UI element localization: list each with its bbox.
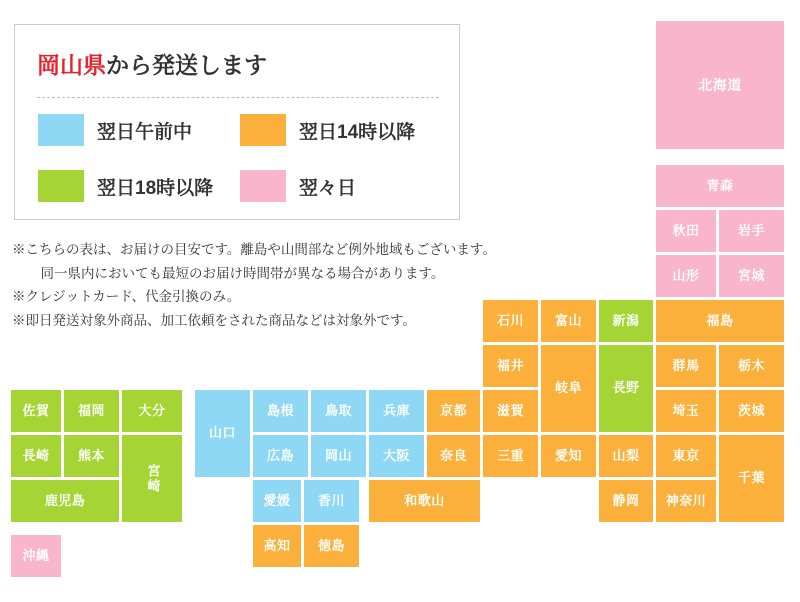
prefecture-cell: 奈良 bbox=[426, 434, 481, 478]
prefecture-cell: 大阪 bbox=[368, 434, 425, 478]
prefecture-cell: 徳島 bbox=[303, 524, 360, 568]
prefecture-cell: 山梨 bbox=[598, 434, 654, 478]
prefecture-cell: 岡山 bbox=[310, 434, 367, 478]
note-line: 同一県内においても最短のお届け時間帯が異なる場合があります。 bbox=[27, 265, 445, 281]
legend-item-two-days bbox=[239, 169, 441, 203]
legend-item-next-day-morning bbox=[37, 113, 239, 147]
legend-row bbox=[37, 169, 441, 203]
legend-row bbox=[37, 113, 441, 147]
prefecture-cell: 佐賀 bbox=[10, 389, 62, 433]
prefecture-cell: 石川 bbox=[482, 299, 539, 343]
prefecture-cell: 静岡 bbox=[598, 479, 654, 523]
legend-swatch bbox=[37, 169, 85, 203]
prefecture-cell: 兵庫 bbox=[368, 389, 425, 433]
prefecture-cell: 秋田 bbox=[655, 209, 717, 253]
legend-item-label: 翌日18時以降 bbox=[97, 177, 214, 199]
prefecture-cell: 香川 bbox=[303, 479, 360, 523]
prefecture-cell: 広島 bbox=[252, 434, 309, 478]
legend-swatch bbox=[239, 169, 287, 203]
prefecture-cell: 鳥取 bbox=[310, 389, 367, 433]
notes-block bbox=[12, 238, 496, 333]
legend-items bbox=[37, 113, 441, 225]
prefecture-cell: 山口 bbox=[194, 389, 251, 478]
prefecture-cell: 熊本 bbox=[63, 434, 120, 478]
prefecture-cell: 岩手 bbox=[718, 209, 785, 253]
legend-item-label: 翌日14時以降 bbox=[299, 121, 416, 143]
prefecture-cell: 富山 bbox=[540, 299, 597, 343]
prefecture-cell: 福井 bbox=[482, 344, 539, 388]
legend-box bbox=[14, 24, 460, 220]
prefecture-cell: 長野 bbox=[598, 344, 654, 433]
note-line: ※即日発送対象外商品、加工依頼をされた商品などは対象外です。 bbox=[12, 312, 416, 328]
prefecture-cell: 京都 bbox=[426, 389, 481, 433]
prefecture-cell: 和歌山 bbox=[368, 479, 481, 523]
prefecture-cell: 群馬 bbox=[655, 344, 717, 388]
prefecture-cell: 宮崎 bbox=[121, 434, 183, 523]
prefecture-cell: 滋賀 bbox=[482, 389, 539, 433]
note-line: ※こちらの表は、お届けの目安です。離島や山間部など例外地域もございます。 bbox=[12, 242, 496, 257]
prefecture-cell: 愛知 bbox=[540, 434, 597, 478]
prefecture-cell: 茨城 bbox=[718, 389, 785, 433]
prefecture-cell: 千葉 bbox=[718, 434, 785, 523]
legend-swatch bbox=[37, 113, 85, 147]
prefecture-cell: 岐阜 bbox=[540, 344, 597, 433]
legend-divider bbox=[37, 97, 439, 98]
prefecture-cell: 北海道 bbox=[655, 20, 785, 150]
prefecture-cell: 栃木 bbox=[718, 344, 785, 388]
prefecture-cell: 三重 bbox=[482, 434, 539, 478]
prefecture-cell: 東京 bbox=[655, 434, 717, 478]
legend-title-prefecture: 岡山県 bbox=[37, 52, 106, 78]
prefecture-cell: 福岡 bbox=[63, 389, 120, 433]
legend-item-next-day-14 bbox=[239, 113, 441, 147]
prefecture-cell: 埼玉 bbox=[655, 389, 717, 433]
prefecture-cell: 高知 bbox=[252, 524, 302, 568]
legend-title-rest: から発送します bbox=[106, 52, 267, 78]
legend-title bbox=[37, 47, 267, 80]
prefecture-cell: 神奈川 bbox=[655, 479, 717, 523]
legend-item-next-day-18 bbox=[37, 169, 239, 203]
prefecture-cell: 山形 bbox=[655, 254, 717, 298]
prefecture-cell: 愛媛 bbox=[252, 479, 302, 523]
prefecture-cell: 沖縄 bbox=[10, 534, 62, 578]
prefecture-cell: 宮城 bbox=[718, 254, 785, 298]
prefecture-cell: 大分 bbox=[121, 389, 183, 433]
legend-swatch bbox=[239, 113, 287, 147]
prefecture-cell: 長崎 bbox=[10, 434, 62, 478]
prefecture-cell: 島根 bbox=[252, 389, 309, 433]
prefecture-cell: 鹿児島 bbox=[10, 479, 120, 523]
legend-item-label: 翌々日 bbox=[299, 177, 357, 199]
prefecture-cell: 青森 bbox=[655, 164, 785, 208]
prefecture-cell: 新潟 bbox=[598, 299, 654, 343]
note-line: ※クレジットカード、代金引換のみ。 bbox=[12, 289, 241, 305]
prefecture-cell: 福島 bbox=[655, 299, 785, 343]
legend-item-label: 翌日午前中 bbox=[97, 121, 193, 143]
